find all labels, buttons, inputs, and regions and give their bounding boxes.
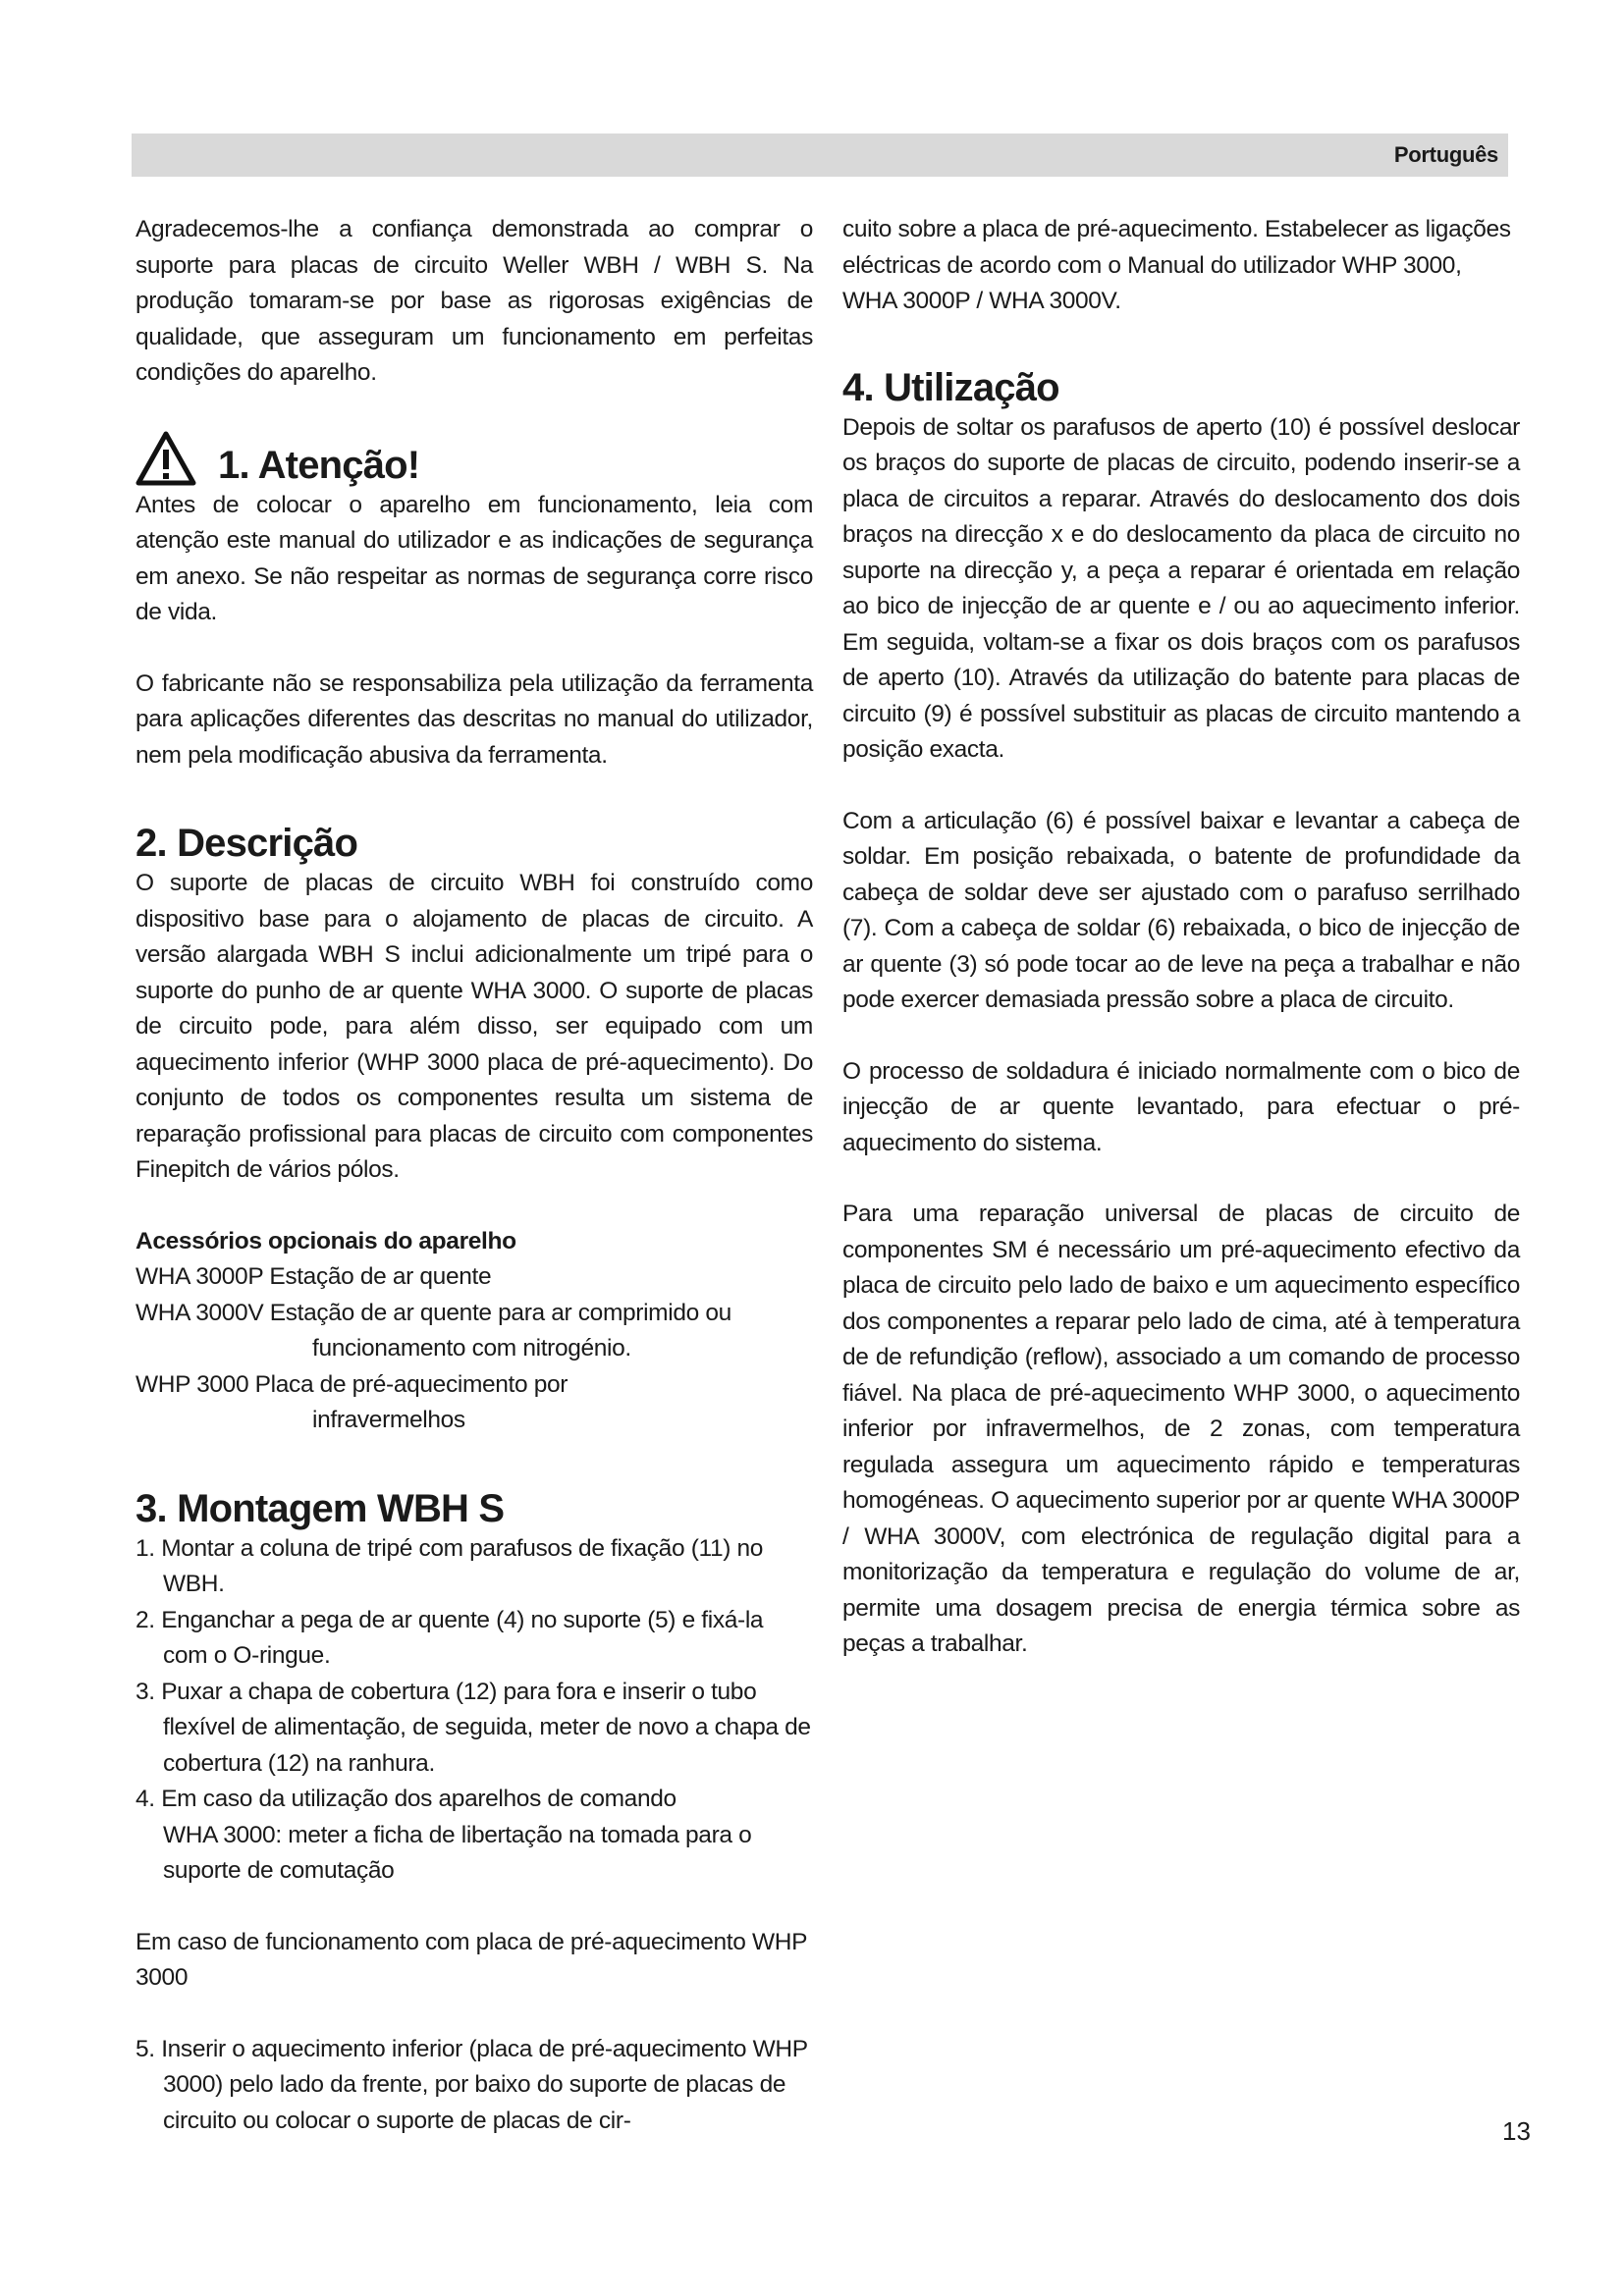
section-4-paragraph-4: Para uma reparação universal de placas de circuito de componentes SM é necessário um pré-aquecimento efectivo da placa de circuito pelo lado de baixo e um aquecimento específico dos componentes a reparar pelo lado de cima, até à temperatura de de refundição (reflow), associado a um comando de processo fiável. Na placa de pré-aquecimento WHP 3000, o aquecimento inferior por infravermelhos, de 2 zonas, com temperatura regulada assegura um aquecimento rápido e temperaturas homogéneas. O aquecimento superior por ar quente WHA 3000P / WHA 3000V, com electrónica de regulação digital para a monitorização da temperatura e regulação do volume de ar, permite uma dosagem precisa de energia térmica sobre as peças a trabalhar. [842, 1201, 1520, 1657]
accessory-item-continuation: infravermelhos [312, 1407, 465, 1433]
assembly-step-detail: WHA 3000: meter a ficha de libertação na tomada para o suporte de comutação [163, 1821, 752, 1884]
section-1-paragraph-1: Antes de colocar o aparelho em funcionamento, leia com atenção este manual do utilizador e as indicações de segurança em anexo. Se não respeitar as normas de segurança corre risco de vida. [135, 491, 813, 625]
preheating-note: Em caso de funcionamento com placa de pré-aquecimento WHP 3000 [135, 1928, 807, 1991]
warning-icon [135, 431, 196, 486]
assembly-steps [135, 1531, 813, 1890]
right-column [842, 212, 1520, 1663]
accessory-item: WHA 3000V Estação de ar quente para ar comprimido ou [135, 1299, 731, 1326]
section-4-title: 4. Utilização [842, 365, 1059, 409]
accessories-list [135, 1259, 813, 1439]
section-1-heading [135, 431, 813, 488]
assembly-steps-continued [135, 2032, 813, 2140]
section-4-paragraph-2: Com a articulação (6) é possível baixar e levantar a cabeça de soldar. Em posição rebaixada, o batente de profundidade da cabeça de soldar deve ser ajustado com o parafuso serrilhado (7). Com a cabeça de soldar (6) rebaixada, o bico de injecção de ar quente (3) só pode tocar ao de leve na peça a trabalhar e não pode exercer demasiada pressão sobre a placa de circuito. [842, 807, 1520, 1013]
section-3-title: 3. Montagem WBH S [135, 1486, 505, 1530]
section-2-title: 2. Descrição [135, 822, 358, 865]
section-1-paragraph-2: O fabricante não se responsabiliza pela utilização da ferramenta para aplicações diferentes das descritas no manual do utilizador, nem pela modificação abusiva da ferramenta. [135, 669, 813, 769]
language-label: Português [1393, 142, 1498, 167]
assembly-step: 4. Em caso da utilização dos aparelhos de comando [135, 1786, 677, 1812]
section-4-paragraph-3: O processo de soldadura é iniciado normalmente com o bico de injecção de ar quente levantado, para efectuar o pré-aquecimento do sistema. [842, 1057, 1520, 1156]
section-2-paragraph: O suporte de placas de circuito WBH foi construído como dispositivo base para o alojamento de placas de circuito. A versão alargada WBH S inclui adicionalmente um tripé para o suporte do punho de ar quente WHA 3000. O suporte de placas de circuito pode, para além disso, ser equipado com um aquecimento inferior (WHP 3000 placa de pré-aquecimento). Do conjunto de todos os componentes resulta um sistema de reparação profissional para placas de circuito com componentes Finepitch de vários pólos. [135, 870, 813, 1183]
page-number: 13 [1502, 2116, 1531, 2146]
accessories-title: Acessórios opcionais do aparelho [135, 1227, 516, 1255]
section-4-paragraph-1: Depois de soltar os parafusos de aperto (10) é possível deslocar os braços do suporte de placas de circuito, podendo inserir-se a placa de circuitos a reparar. Através do deslocamento dos dois braços na direcção x e do deslocamento da placa de circuito no suporte na direcção y, a peça a reparar é orientada em relação ao bico de injecção de ar quente e / ou ao aquecimento inferior. Em seguida, voltam-se a fixar os dois braços com os parafusos de aperto (10). Através da utilização do batente para placas de circuito (9) é possível substituir as placas de circuito mantendo a posição exacta. [842, 413, 1520, 763]
left-column [135, 212, 813, 2139]
intro-paragraph: Agradecemos-lhe a confiança demonstrada ao comprar o suporte para placas de circuito Weller WBH / WBH S. Na produção tomaram-se por base as rigorosas exigências de qualidade, que asseguram um funcionamento em perfeitas condições do aparelho. [135, 216, 813, 386]
assembly-step: 2. Enganchar a pega de ar quente (4) no suporte (5) e fixá-la com o O-ringue. [135, 1606, 764, 1669]
accessory-item: WHP 3000 Placa de pré-aquecimento por [135, 1370, 568, 1398]
assembly-step: 3. Puxar a chapa de cobertura (12) para fora e inserir o tubo flexível de alimentação, de seguida, meter de novo a chapa de cobertura (12) na ranhura. [135, 1678, 811, 1777]
accessory-item: WHA 3000P Estação de ar quente [135, 1263, 492, 1290]
continuation-paragraph: cuito sobre a placa de pré-aquecimento. Estabelecer as ligações eléctricas de acordo com o Manual do utilizador WHP 3000, WHA 3000P / WHA 3000V. [842, 216, 1511, 314]
assembly-step: 1. Montar a coluna de tripé com parafusos de fixação (11) no WBH. [135, 1534, 764, 1597]
assembly-step: 5. Inserir o aquecimento inferior (placa de pré-aquecimento WHP 3000) pelo lado da frente, por baixo do suporte de placas de circuito ou colocar o suporte de placas de cir- [135, 2035, 808, 2134]
header-bar [132, 133, 1508, 177]
accessory-item-continuation: funcionamento com nitrogénio. [312, 1335, 631, 1362]
section-1-title: 1. Atenção! [218, 443, 420, 487]
